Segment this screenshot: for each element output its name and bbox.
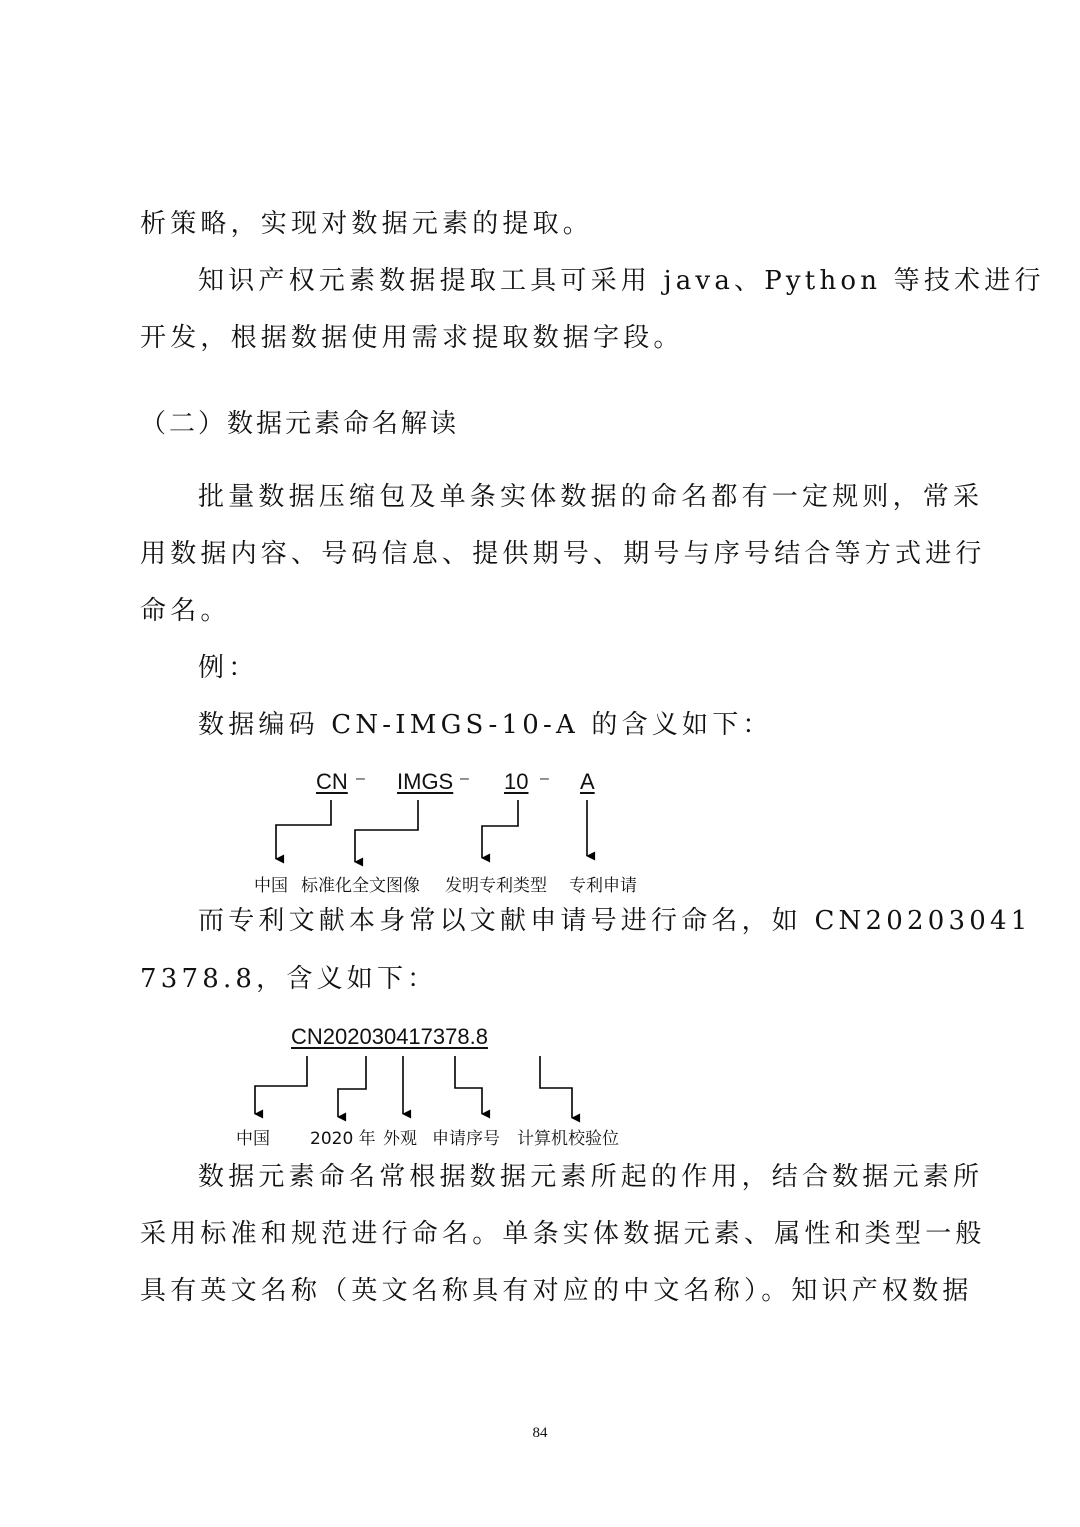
label-china: 中国 [236, 1129, 270, 1149]
paragraph-line: 用数据内容、号码信息、提供期号、期号与序号结合等方式进行 [140, 539, 986, 569]
section-heading: （二）数据元素命名解读 [140, 409, 460, 439]
label-year: 2020 年 [310, 1129, 376, 1149]
arrow-china-2 [255, 1056, 307, 1114]
arrow-10 [482, 800, 518, 858]
page-number: 84 [532, 1425, 548, 1441]
label-patent-application: 专利申请 [569, 876, 637, 896]
paragraph-line: 采用标准和规范进行命名。单条实体数据元素、属性和类型一般 [140, 1219, 986, 1249]
paragraph-line: 开发，根据数据使用需求提取数据字段。 [140, 323, 684, 353]
arrow-china [276, 800, 331, 859]
code-separator: – [540, 770, 549, 787]
arrow-year [338, 1056, 366, 1117]
label-design: 外观 [383, 1129, 417, 1149]
code-segment-a: A [580, 769, 595, 794]
paragraph-line: 具有英文名称（英文名称具有对应的中文名称）。知识产权数据 [140, 1276, 973, 1306]
paragraph-line: 析策略，实现对数据元素的提取。 [140, 209, 594, 239]
paragraph-line: 数据编码 CN-IMGS-10-A 的含义如下： [198, 710, 773, 740]
paragraph-line: 而专利文献本身常以文献申请号进行命名，如 CN20203041 [198, 906, 1032, 936]
paragraph-line: 命名。 [140, 596, 231, 626]
code-separator: – [356, 770, 365, 787]
code-separator: – [460, 770, 469, 787]
application-number-code: CN202030417378.8 [291, 1024, 488, 1049]
paragraph-line: 批量数据压缩包及单条实体数据的命名都有一定规则，常采 [198, 482, 984, 512]
example-label: 例： [198, 653, 259, 683]
paragraph-line: 知识产权元素数据提取工具可采用 java、Python 等技术进行 [198, 266, 1045, 296]
code-segment-cn: CN [316, 769, 348, 794]
label-invention-type: 发明专利类型 [445, 876, 547, 896]
paragraph-line: 数据元素命名常根据数据元素所起的作用，结合数据元素所 [198, 1162, 984, 1192]
label-standard-image: 标准化全文图像 [301, 876, 420, 896]
label-serial-number: 申请序号 [432, 1129, 500, 1149]
code-segment-10: 10 [504, 769, 529, 794]
arrow-check [540, 1056, 572, 1118]
code-segment-imgs: IMGS [397, 769, 454, 794]
paragraph-line: 7378.8，含义如下： [140, 964, 438, 994]
label-check-digit: 计算机校验位 [517, 1129, 619, 1149]
label-china: 中国 [254, 876, 288, 896]
arrow-imgs [355, 800, 418, 862]
arrow-serial [455, 1056, 482, 1114]
